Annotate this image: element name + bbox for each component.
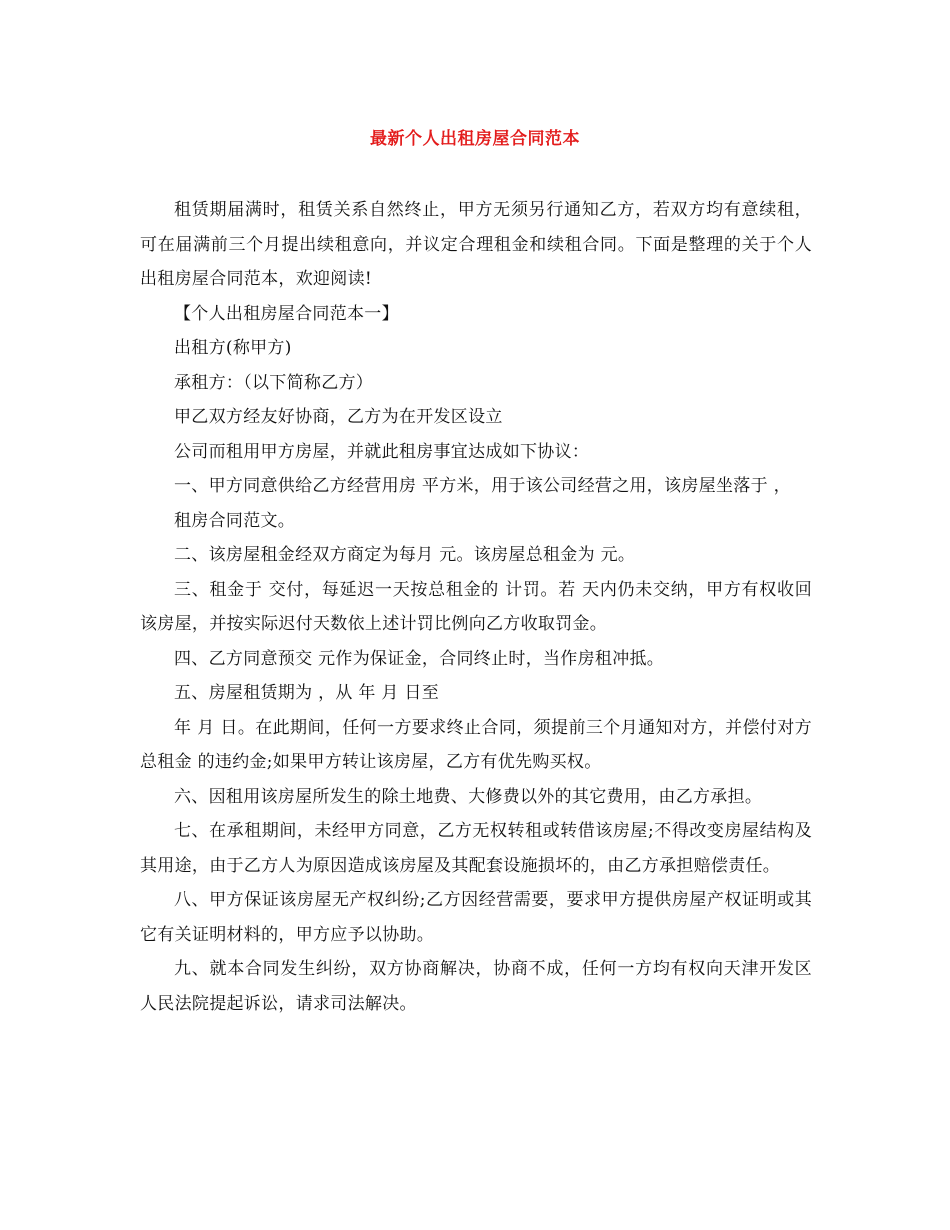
section-heading: 【个人出租房屋合同范本一】 [174,303,399,324]
document-title: 最新个人出租房屋合同范本 [370,129,580,149]
lessor-line: 出租方(称甲方) [174,338,292,358]
clause-5-continued: 年 月 日。在此期间，任何一方要求终止合同，须提前三个月通知对方，并偿付对方总租金 的违约金;如果甲方转让该房屋，乙方有优先购买权。 [140,717,812,772]
lessee-line: 承租方：（以下简称乙方） [174,372,374,393]
clause-3: 三、租金于 交付，每延迟一天按总租金的 计罚。若 天内仍未交纳，甲方有权收回该房屋，并按实际迟付天数依上述计罚比例向乙方收取罚金。 [140,579,812,634]
clause-8: 八、甲方保证该房屋无产权纠纷;乙方因经营需要，要求甲方提供房屋产权证明或其它有关证明材料的，甲方应予以协助。 [140,890,812,945]
clause-7: 七、在承租期间，未经甲方同意，乙方无权转租或转借该房屋;不得改变房屋结构及其用途，由于乙方人为原因造成该房屋及其配套设施损坏的，由乙方承担赔偿责任。 [140,821,812,876]
agreement-line-2: 公司而租用甲方房屋，并就此租房事宜达成如下协议： [174,441,590,462]
agreement-line-1: 甲乙双方经友好协商，乙方为在开发区设立 [174,407,503,427]
clause-6: 六、因租用该房屋所发生的除土地费、大修费以外的其它费用，由乙方承担。 [174,786,763,807]
clause-1-note: 租房合同范文。 [174,510,296,531]
clause-4: 四、乙方同意预交 元作为保证金，合同终止时，当作房租冲抵。 [174,648,665,669]
clause-5: 五、房屋租赁期为 ，从 年 月 日至 [174,683,440,703]
document-body [140,193,812,1021]
clause-9: 九、就本合同发生纠纷，双方协商解决，协商不成，任何一方均有权向天津开发区人民法院提起诉讼，请求司法解决。 [140,959,812,1014]
clause-2: 二、该房屋租金经双方商定为每月 元。该房屋总租金为 元。 [174,545,636,565]
clause-1: 一、甲方同意供给乙方经营用房 平方米，用于该公司经营之用，该房屋坐落于 ， [174,476,791,496]
paragraph-intro: 租赁期届满时，租赁关系自然终止，甲方无须另行通知乙方，若双方均有意续租，可在届满前三个月提出续租意向，并议定合理租金和续租合同。下面是整理的关于个人出租房屋合同范本，欢迎阅读! [140,200,812,289]
